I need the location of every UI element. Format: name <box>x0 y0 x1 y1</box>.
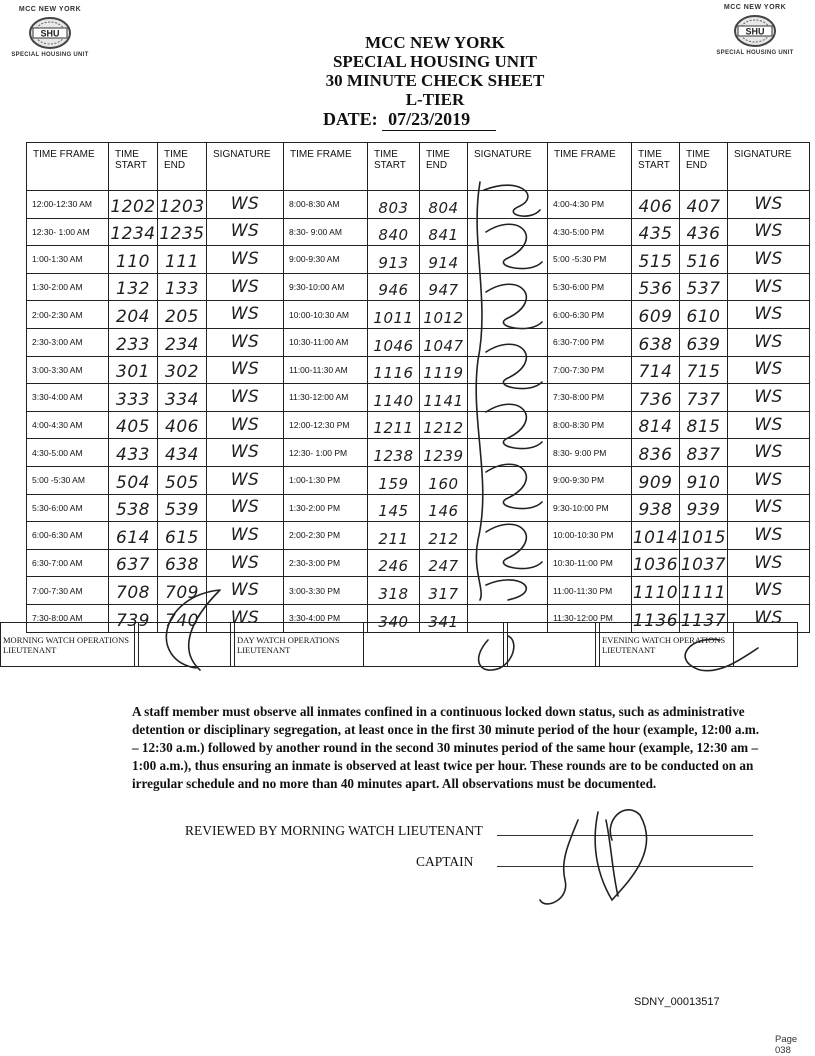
check-table <box>26 142 810 633</box>
col-header: TIME START <box>109 143 158 191</box>
col-header: TIME FRAME <box>548 143 632 191</box>
time-start-cell: 913 <box>368 246 420 274</box>
signature-cell <box>468 246 548 274</box>
time-frame-cell: 1:00-1:30 AM <box>27 246 109 274</box>
logo-bottom-text: SPECIAL HOUSING UNIT <box>716 50 794 56</box>
time-end-cell: 1141 <box>420 384 468 412</box>
captain-signature-line <box>497 866 753 867</box>
time-frame-cell: 7:30-8:00 PM <box>548 384 632 412</box>
col-header: TIME END <box>680 143 728 191</box>
time-start-cell: 638 <box>632 328 680 356</box>
signature-cell: WS <box>207 604 284 632</box>
time-end-cell: 317 <box>420 577 468 605</box>
time-frame-cell: 5:00 -5:30 AM <box>27 466 109 494</box>
time-end-cell: 639 <box>680 328 728 356</box>
logo-left <box>0 6 100 58</box>
signature-cell <box>468 439 548 467</box>
time-start-cell: 614 <box>109 522 158 550</box>
time-start-cell: 504 <box>109 466 158 494</box>
time-end-cell: 539 <box>158 494 207 522</box>
signature-cell: WS <box>728 191 810 219</box>
logo-top-text: MCC NEW YORK <box>723 4 787 11</box>
time-frame-cell: 11:00-11:30 PM <box>548 577 632 605</box>
signature-cell: WS <box>207 439 284 467</box>
time-start-cell: 246 <box>368 549 420 577</box>
time-frame-cell: 2:30-3:00 PM <box>284 549 368 577</box>
time-end-cell: 947 <box>420 273 468 301</box>
time-frame-cell: 7:00-7:30 PM <box>548 356 632 384</box>
time-end-cell: 914 <box>420 246 468 274</box>
time-end-cell: 841 <box>420 218 468 246</box>
time-frame-cell: 8:00-8:30 PM <box>548 411 632 439</box>
time-end-cell: 1235 <box>158 218 207 246</box>
col-header: TIME FRAME <box>284 143 368 191</box>
time-end-cell: 407 <box>680 191 728 219</box>
table-row <box>27 522 810 550</box>
signature-cell: WS <box>207 273 284 301</box>
table-row <box>27 549 810 577</box>
day-watch-signature <box>508 623 596 667</box>
signature-cell: WS <box>207 466 284 494</box>
page-number: Page 038 <box>775 1034 798 1056</box>
time-start-cell: 435 <box>632 218 680 246</box>
time-frame-cell: 6:00-6:30 AM <box>27 522 109 550</box>
time-start-cell: 301 <box>109 356 158 384</box>
time-start-cell: 405 <box>109 411 158 439</box>
time-frame-cell: 5:30-6:00 PM <box>548 273 632 301</box>
time-frame-cell: 10:00-10:30 PM <box>548 522 632 550</box>
time-end-cell: 146 <box>420 494 468 522</box>
time-start-cell: 406 <box>632 191 680 219</box>
time-frame-cell: 8:30- 9:00 AM <box>284 218 368 246</box>
time-end-cell: 516 <box>680 246 728 274</box>
time-start-cell: 1140 <box>368 384 420 412</box>
time-end-cell: 740 <box>158 604 207 632</box>
signature-cell: WS <box>207 384 284 412</box>
time-frame-cell: 8:30- 9:00 PM <box>548 439 632 467</box>
time-start-cell: 333 <box>109 384 158 412</box>
time-end-cell: 1203 <box>158 191 207 219</box>
time-end-cell: 1015 <box>680 522 728 550</box>
signature-cell <box>468 577 548 605</box>
table-row <box>27 301 810 329</box>
time-start-cell: 159 <box>368 466 420 494</box>
time-start-cell: 714 <box>632 356 680 384</box>
time-end-cell: 160 <box>420 466 468 494</box>
day-watch-label: DAY WATCH OPERATIONS LIEUTENANT <box>235 623 364 667</box>
time-end-cell: 205 <box>158 301 207 329</box>
table-row <box>27 494 810 522</box>
time-end-cell: 1047 <box>420 328 468 356</box>
time-start-cell: 736 <box>632 384 680 412</box>
signature-cell: WS <box>207 356 284 384</box>
time-frame-cell: 9:30-10:00 AM <box>284 273 368 301</box>
time-frame-cell: 2:00-2:30 AM <box>27 301 109 329</box>
signature-cell: WS <box>207 301 284 329</box>
signature-cell <box>468 356 548 384</box>
signature-cell: WS <box>207 191 284 219</box>
time-frame-cell: 6:00-6:30 PM <box>548 301 632 329</box>
header-line-2: SPECIAL HOUSING UNIT <box>332 52 538 71</box>
signature-cell: WS <box>207 577 284 605</box>
signature-cell: WS <box>728 384 810 412</box>
reviewed-signature-line <box>497 835 753 836</box>
time-end-cell: 837 <box>680 439 728 467</box>
time-end-cell: 341 <box>420 604 468 632</box>
time-start-cell: 233 <box>109 328 158 356</box>
table-row <box>27 328 810 356</box>
time-frame-cell: 2:30-3:00 AM <box>27 328 109 356</box>
col-header: TIME END <box>420 143 468 191</box>
signature-cell: WS <box>728 273 810 301</box>
time-frame-cell: 12:00-12:30 AM <box>27 191 109 219</box>
signature-cell: WS <box>728 301 810 329</box>
svg-text:SHU: SHU <box>40 28 60 39</box>
svg-text:SHU: SHU <box>745 26 765 37</box>
time-start-cell: 609 <box>632 301 680 329</box>
time-end-cell: 505 <box>158 466 207 494</box>
morning-watch-signature <box>139 623 231 667</box>
time-start-cell: 515 <box>632 246 680 274</box>
time-end-cell: 133 <box>158 273 207 301</box>
time-start-cell: 1136 <box>632 604 680 632</box>
time-start-cell: 204 <box>109 301 158 329</box>
time-start-cell: 1211 <box>368 411 420 439</box>
evening-watch-label: EVENING WATCH OPERATIONS LIEUTENANT <box>600 623 734 667</box>
time-start-cell: 536 <box>632 273 680 301</box>
time-start-cell: 145 <box>368 494 420 522</box>
time-frame-cell: 9:30-10:00 PM <box>548 494 632 522</box>
time-end-cell: 111 <box>158 246 207 274</box>
time-frame-cell: 5:00 -5:30 PM <box>548 246 632 274</box>
time-end-cell: 709 <box>158 577 207 605</box>
time-frame-cell: 3:30-4:00 AM <box>27 384 109 412</box>
time-start-cell: 433 <box>109 439 158 467</box>
signature-cell: WS <box>728 246 810 274</box>
signature-cell <box>468 191 548 219</box>
time-end-cell: 1037 <box>680 549 728 577</box>
logo-top-text: MCC NEW YORK <box>18 6 82 13</box>
time-end-cell: 436 <box>680 218 728 246</box>
evening-watch-signature <box>734 623 798 667</box>
time-start-cell: 938 <box>632 494 680 522</box>
time-end-cell: 737 <box>680 384 728 412</box>
time-end-cell: 610 <box>680 301 728 329</box>
table-header-row <box>27 143 810 191</box>
table-row <box>27 191 810 219</box>
bates-number: SDNY_00013517 <box>634 996 720 1008</box>
time-start-cell: 840 <box>368 218 420 246</box>
time-end-cell: 1239 <box>420 439 468 467</box>
time-end-cell: 1119 <box>420 356 468 384</box>
time-start-cell: 909 <box>632 466 680 494</box>
time-frame-cell: 8:00-8:30 AM <box>284 191 368 219</box>
signature-cell: WS <box>728 549 810 577</box>
time-start-cell: 211 <box>368 522 420 550</box>
time-frame-cell: 11:30-12:00 AM <box>284 384 368 412</box>
col-header: TIME START <box>368 143 420 191</box>
header-line-3: 30 MINUTE CHECK SHEET <box>325 71 545 90</box>
time-frame-cell: 3:30-4:00 PM <box>284 604 368 632</box>
signature-cell: WS <box>728 439 810 467</box>
signature-cell <box>468 549 548 577</box>
time-frame-cell: 1:30-2:00 PM <box>284 494 368 522</box>
table-row <box>27 356 810 384</box>
time-start-cell: 318 <box>368 577 420 605</box>
captain-label: CAPTAIN <box>416 854 474 869</box>
time-start-cell: 836 <box>632 439 680 467</box>
signature-cell: WS <box>728 604 810 632</box>
time-start-cell: 946 <box>368 273 420 301</box>
time-start-cell: 739 <box>109 604 158 632</box>
time-start-cell: 803 <box>368 191 420 219</box>
watch-signature-table <box>0 622 798 667</box>
time-frame-cell: 10:00-10:30 AM <box>284 301 368 329</box>
time-frame-cell: 3:00-3:30 PM <box>284 577 368 605</box>
shu-badge-icon <box>28 16 72 50</box>
time-frame-cell: 4:00-4:30 AM <box>27 411 109 439</box>
date-label: DATE: <box>323 109 378 129</box>
signature-cell <box>468 411 548 439</box>
signature-cell: WS <box>728 577 810 605</box>
time-end-cell: 434 <box>158 439 207 467</box>
table-row <box>27 218 810 246</box>
time-end-cell: 234 <box>158 328 207 356</box>
signature-cell: WS <box>207 549 284 577</box>
time-start-cell: 1110 <box>632 577 680 605</box>
time-frame-cell: 6:30-7:00 PM <box>548 328 632 356</box>
time-end-cell: 815 <box>680 411 728 439</box>
table-row <box>27 439 810 467</box>
header-line-1: MCC NEW YORK <box>365 33 505 52</box>
date-line <box>323 109 496 131</box>
time-start-cell: 708 <box>109 577 158 605</box>
signature-cell: WS <box>728 356 810 384</box>
time-start-cell: 1238 <box>368 439 420 467</box>
signature-cell <box>468 328 548 356</box>
time-frame-cell: 6:30-7:00 AM <box>27 549 109 577</box>
time-frame-cell: 3:00-3:30 AM <box>27 356 109 384</box>
signature-cell <box>468 522 548 550</box>
logo-bottom-text: SPECIAL HOUSING UNIT <box>11 52 89 58</box>
time-end-cell: 638 <box>158 549 207 577</box>
table-row <box>27 411 810 439</box>
reviewed-label: REVIEWED BY MORNING WATCH LIEUTENANT <box>185 823 483 838</box>
time-frame-cell: 9:00-9:30 AM <box>284 246 368 274</box>
time-start-cell: 1014 <box>632 522 680 550</box>
signature-cell <box>468 218 548 246</box>
time-start-cell: 132 <box>109 273 158 301</box>
time-frame-cell: 10:30-11:00 AM <box>284 328 368 356</box>
time-start-cell: 814 <box>632 411 680 439</box>
time-end-cell: 1137 <box>680 604 728 632</box>
signature-cell <box>468 466 548 494</box>
table-row <box>27 246 810 274</box>
signature-cell <box>468 301 548 329</box>
signature-cell: WS <box>728 328 810 356</box>
signature-cell: WS <box>728 218 810 246</box>
signature-cell: WS <box>728 494 810 522</box>
header-tier: L-TIER <box>405 90 465 109</box>
signature-cell: WS <box>207 246 284 274</box>
time-frame-cell: 1:30-2:00 AM <box>27 273 109 301</box>
time-end-cell: 1111 <box>680 577 728 605</box>
time-end-cell: 212 <box>420 522 468 550</box>
time-start-cell: 110 <box>109 246 158 274</box>
signature-cell: WS <box>207 522 284 550</box>
time-end-cell: 537 <box>680 273 728 301</box>
time-frame-cell: 4:00-4:30 PM <box>548 191 632 219</box>
time-frame-cell: 12:30- 1:00 PM <box>284 439 368 467</box>
time-frame-cell: 11:00-11:30 AM <box>284 356 368 384</box>
signature-cell: WS <box>728 411 810 439</box>
col-header: SIGNATURE <box>207 143 284 191</box>
table-row <box>27 384 810 412</box>
time-frame-cell: 9:00-9:30 PM <box>548 466 632 494</box>
time-frame-cell: 2:00-2:30 PM <box>284 522 368 550</box>
signature-cell <box>468 273 548 301</box>
time-end-cell: 334 <box>158 384 207 412</box>
time-end-cell: 406 <box>158 411 207 439</box>
table-row <box>27 273 810 301</box>
logo-right <box>705 4 805 56</box>
signature-cell <box>468 384 548 412</box>
signature-cell: WS <box>207 218 284 246</box>
signature-cell: WS <box>207 494 284 522</box>
time-end-cell: 715 <box>680 356 728 384</box>
col-header: SIGNATURE <box>468 143 548 191</box>
date-value: 07/23/2019 <box>382 109 496 131</box>
col-header: TIME FRAME <box>27 143 109 191</box>
time-end-cell: 302 <box>158 356 207 384</box>
time-frame-cell: 12:30- 1:00 AM <box>27 218 109 246</box>
time-frame-cell: 1:00-1:30 PM <box>284 466 368 494</box>
captain-signature-scribble <box>540 810 647 904</box>
time-frame-cell: 5:30-6:00 AM <box>27 494 109 522</box>
signature-cell <box>468 494 548 522</box>
time-start-cell: 1202 <box>109 191 158 219</box>
time-end-cell: 615 <box>158 522 207 550</box>
time-end-cell: 939 <box>680 494 728 522</box>
time-frame-cell: 7:00-7:30 AM <box>27 577 109 605</box>
time-end-cell: 804 <box>420 191 468 219</box>
time-start-cell: 637 <box>109 549 158 577</box>
table-row <box>27 466 810 494</box>
time-start-cell: 1116 <box>368 356 420 384</box>
shu-badge-icon <box>733 14 777 48</box>
time-frame-cell: 7:30-8:00 AM <box>27 604 109 632</box>
signature-cell: WS <box>207 411 284 439</box>
time-end-cell: 1012 <box>420 301 468 329</box>
time-start-cell: 1046 <box>368 328 420 356</box>
morning-watch-label: MORNING WATCH OPERATIONS LIEUTENANT <box>1 623 135 667</box>
time-start-cell: 1011 <box>368 301 420 329</box>
policy-paragraph: A staff member must observe all inmates confined in a continuous locked down status, such as administrative detention or disciplinary segregation, at least once in the first 30 minute period of the hour (example, 12:00 a.m. – 12:30 a.m.) followed by another round in the second 30 minutes period of the same hour (example, 12:30 am – 1:00 a.m.), thus ensuring an inmate is observed at least twice per hour. These rounds are to be conducted on an irregular schedule and no more than 40 minutes apart. All observations must be documented. <box>132 704 760 791</box>
time-frame-cell: 11:30-12:00 PM <box>548 604 632 632</box>
time-frame-cell: 10:30-11:00 PM <box>548 549 632 577</box>
col-header: TIME START <box>632 143 680 191</box>
time-end-cell: 247 <box>420 549 468 577</box>
time-frame-cell: 4:30-5:00 PM <box>548 218 632 246</box>
signature-cell: WS <box>207 328 284 356</box>
time-end-cell: 910 <box>680 466 728 494</box>
time-start-cell: 1234 <box>109 218 158 246</box>
col-header: SIGNATURE <box>728 143 810 191</box>
time-frame-cell: 4:30-5:00 AM <box>27 439 109 467</box>
time-end-cell: 1212 <box>420 411 468 439</box>
captain-signature-scribble <box>606 820 618 896</box>
time-start-cell: 538 <box>109 494 158 522</box>
col-header: TIME END <box>158 143 207 191</box>
signature-cell: WS <box>728 466 810 494</box>
signature-cell: WS <box>728 522 810 550</box>
time-start-cell: 1036 <box>632 549 680 577</box>
time-start-cell: 340 <box>368 604 420 632</box>
time-frame-cell: 12:00-12:30 PM <box>284 411 368 439</box>
table-row <box>27 577 810 605</box>
